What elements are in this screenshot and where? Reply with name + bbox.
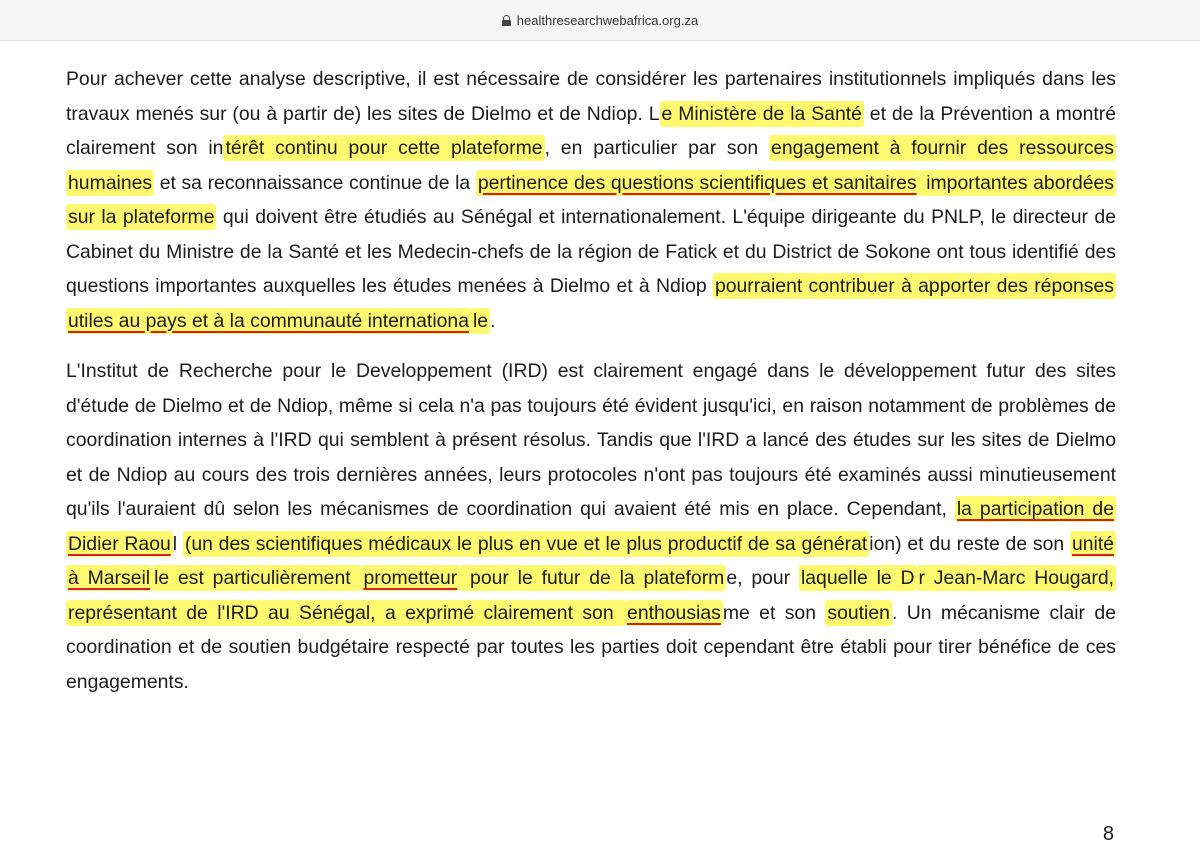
- highlighted-text: le: [472, 309, 489, 332]
- highlighted-underlined-text: la participation de Didier Raou: [68, 498, 1114, 555]
- highlighted-underlined-text: unité à Marseil: [68, 532, 1115, 589]
- highlighted-text: (un des scientifiques médicaux le plus en vue et le plus productif de sa générat: [184, 532, 868, 555]
- highlighted-text: pour le futur de la plateform: [461, 567, 725, 589]
- highlighted-text: laquelle le D: [800, 567, 915, 589]
- paragraph-2: L'Institut de Recherche pour le Developpement (IRD) est clairement engagé dans le développement futur des sites d'étude de Dielmo et de Ndiop, même si cela n'a pas toujours été évident jusqu'ici, en raison notamment de problèmes de coordination internes à l'IRD qui semblent à présent résolus. Tandis que l'IRD a lancé des études sur les sites de Dielmo et de Ndiop au cours des trois dernières années, leurs protocoles n'ont pas toujours été examinés aussi minutieusement qu'ils l'auraient dû selon les mécanismes de coordination qui avaient été mis en place. Cependant, la participation de Didier Raou l (un des scientifiques médicaux le plus en vue et le plus productif de sa générat ion) et du reste de son unité à Marseil le est particulièrement prometteur pour le futur de la plateform e, pour laquelle le D r Jean-Marc Hougard, représentant de l'IRD au Sénégal, a exprimé clairement son enthousias me et son soutien . Un mécanisme clair de coordination et de soutien budgétaire respecté par toutes les parties doit cependant être établi pour tirer bénéfice de ces engagements.: [66, 360, 1116, 693]
- paragraph-1: Pour achever cette analyse descriptive, il est nécessaire de considérer les partenaires institutionnels impliqués dans les travaux menés sur (ou à partir de) les sites de Dielmo et de Ndiop. L e Ministère de la Santé et de la Prévention a montré clairement son in térêt continu pour cette plateforme , en particulier par son engagement à fournir des ressources humaines et sa reconnaissance continue de la pertinence des questions scientifiques et sanitaires importantes abordées sur la plateforme qui doivent être étudiés au Sénégal et internationalement. L'équipe dirigeante du PNLP, le directeur de Cabinet du Ministre de la Santé et les Medecin-chefs de la région de Fatick et du District de Sokone ont tous identifié des questions importantes auxquelles les études menées à Dielmo et à Ndiop pourraient contribuer à apporter des réponses utiles au pays et à la communauté internationa le .: [66, 68, 1116, 332]
- highlighted-text: engagement à fournir des ressources humaines: [68, 137, 1114, 194]
- document-page: [66, 62, 1116, 699]
- highlighted-underlined-text: prometteur: [363, 567, 458, 589]
- highlighted-underlined-text: utiles au pays et à la communauté internationa: [68, 309, 469, 332]
- highlighted-text: pourraient contribuer à apporter des réponses: [714, 275, 1114, 297]
- highlighted-text: r Jean-Marc Hougard, représentant de l'IRD au Sénégal, a exprimé clairement son: [68, 567, 1114, 624]
- highlighted-text: le est particulièrement: [154, 567, 360, 589]
- page-number: 8: [1102, 823, 1114, 845]
- highlighted-underlined-text: pertinence des questions scientifiques et sanitaires: [477, 171, 917, 194]
- highlighted-text: soutien: [827, 601, 890, 624]
- url-text: healthresearchwebafrica.org.za: [516, 12, 699, 28]
- highlighted-text: térêt continu pour cette plateforme: [225, 137, 543, 159]
- highlighted-text: e Ministère de la Santé: [661, 102, 862, 125]
- highlighted-text: importantes abordées sur la plateforme: [68, 171, 1114, 228]
- lock-icon: [502, 15, 511, 26]
- browser-address-bar[interactable]: [0, 0, 1200, 41]
- highlighted-underlined-text: enthousias: [627, 601, 721, 624]
